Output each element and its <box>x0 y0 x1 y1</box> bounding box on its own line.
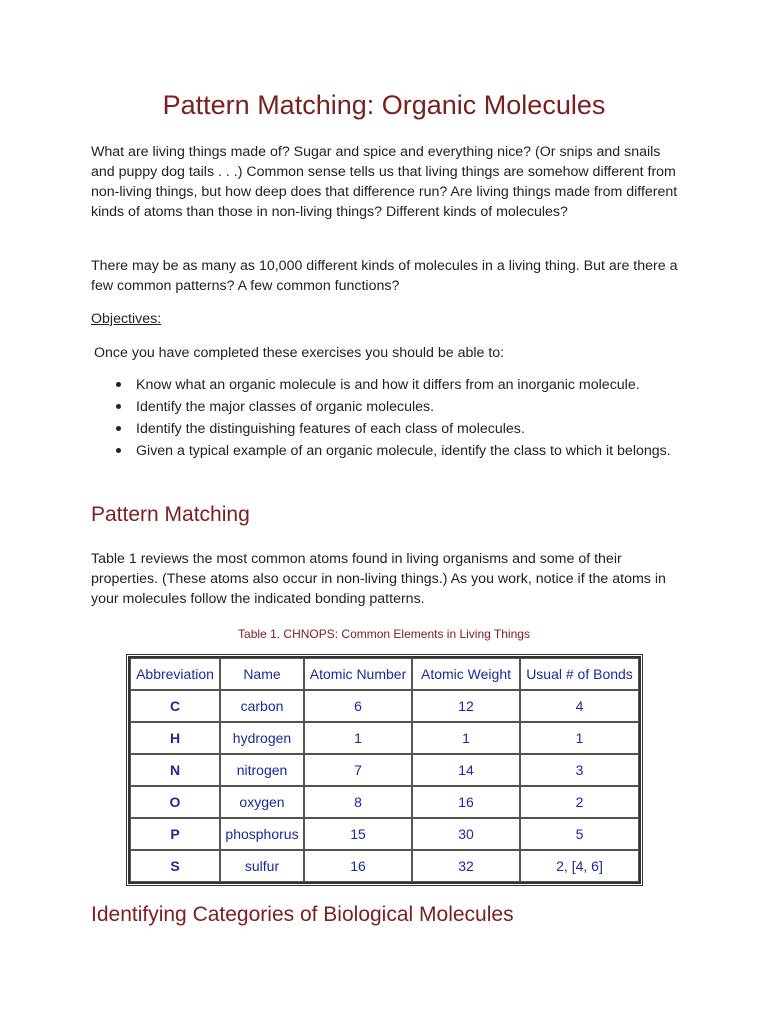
table-row <box>130 786 639 818</box>
table-cell: O <box>130 786 220 818</box>
table-cell: 7 <box>304 754 412 786</box>
table-row <box>130 690 639 722</box>
table-cell: 3 <box>520 754 639 786</box>
list-item: Given a typical example of an organic molecule, identify the class to which it belongs. <box>136 441 683 461</box>
table-cell: 4 <box>520 690 639 722</box>
table-cell: 16 <box>304 850 412 882</box>
table-cell: H <box>130 722 220 754</box>
table-cell: 16 <box>412 786 520 818</box>
objectives-list <box>91 375 683 463</box>
objectives-heading: Objectives: <box>91 311 162 327</box>
table-cell: 1 <box>412 722 520 754</box>
table-cell: nitrogen <box>220 754 304 786</box>
column-header: Abbreviation <box>130 658 220 690</box>
page-title: Pattern Matching: Organic Molecules <box>162 90 606 120</box>
table-cell: S <box>130 850 220 882</box>
list-item: Identify the major classes of organic molecules. <box>136 397 683 417</box>
elements-table <box>128 656 641 884</box>
table-cell: N <box>130 754 220 786</box>
intro-paragraph-1: What are living things made of? Sugar and spice and everything nice? (Or snips and snails and puppy dog tails . . .) Common sense tells us that living things are somehow different from non-living things, but how deep does that difference run? Are living things made from different kinds of atoms than those in non-living things? Different kinds of molecules? <box>91 144 678 220</box>
table-cell: 15 <box>304 818 412 850</box>
table-header-row <box>130 658 639 690</box>
table-cell: 6 <box>304 690 412 722</box>
table-row <box>130 850 639 882</box>
table-cell: hydrogen <box>220 722 304 754</box>
intro-paragraph-2: There may be as many as 10,000 different kinds of molecules in a living thing. But are there a few common patterns? A few common functions? <box>91 258 678 294</box>
table-row <box>130 754 639 786</box>
list-item: Identify the distinguishing features of each class of molecules. <box>136 419 683 439</box>
table-cell: 5 <box>520 818 639 850</box>
section-heading-pattern-matching: Pattern Matching <box>91 503 250 526</box>
table-cell: P <box>130 818 220 850</box>
table-cell: 14 <box>412 754 520 786</box>
table-row <box>130 722 639 754</box>
table-cell: 1 <box>520 722 639 754</box>
section-heading-identifying-categories: Identifying Categories of Biological Molecules <box>91 903 514 926</box>
list-item: Know what an organic molecule is and how it differs from an inorganic molecule. <box>136 375 683 395</box>
column-header: Atomic Weight <box>412 658 520 690</box>
table-cell: phosphorus <box>220 818 304 850</box>
table-row <box>130 818 639 850</box>
table-cell: oxygen <box>220 786 304 818</box>
table-cell: 32 <box>412 850 520 882</box>
table-cell: 12 <box>412 690 520 722</box>
table-cell: 1 <box>304 722 412 754</box>
table-cell: carbon <box>220 690 304 722</box>
section-body: Table 1 reviews the most common atoms found in living organisms and some of their properties. (These atoms also occur in non-living things.) As you work, notice if the atoms in your molecules follow the indicated bonding patterns. <box>91 551 666 607</box>
table-cell: 8 <box>304 786 412 818</box>
table-cell: 2, [4, 6] <box>520 850 639 882</box>
table-cell: 30 <box>412 818 520 850</box>
column-header: Atomic Number <box>304 658 412 690</box>
table-cell: sulfur <box>220 850 304 882</box>
table-caption: Table 1. CHNOPS: Common Elements in Living Things <box>238 627 530 641</box>
column-header: Usual # of Bonds <box>520 658 639 690</box>
table-cell: 2 <box>520 786 639 818</box>
table-cell: C <box>130 690 220 722</box>
objectives-lead: Once you have completed these exercises you should be able to: <box>94 345 505 361</box>
column-header: Name <box>220 658 304 690</box>
